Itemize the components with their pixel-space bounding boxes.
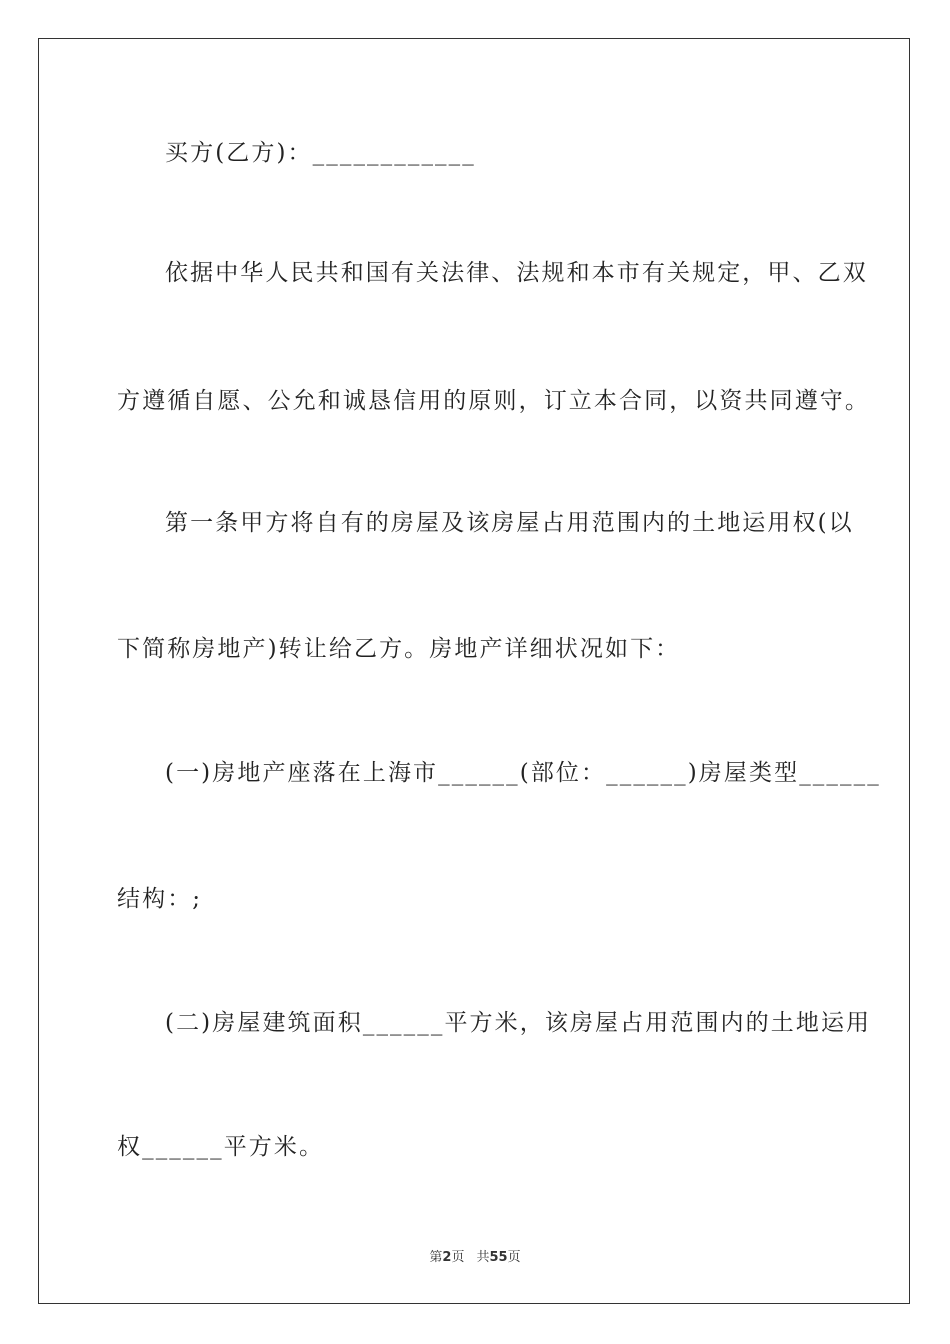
item-one-line-1: (一)房地产座落在上海市______(部位：______)房屋类型______ <box>165 760 881 786</box>
item-one-line-2: 结构：; <box>117 886 203 912</box>
item-two-line-2: 权______平方米。 <box>117 1134 325 1160</box>
page-border <box>38 38 910 1304</box>
total-suffix: 页 <box>507 1250 521 1265</box>
buyer-line: 买方(乙方)：____________ <box>165 140 476 166</box>
page-prefix: 第 <box>429 1250 443 1265</box>
paragraph-intro-line-2: 方遵循自愿、公允和诚恳信用的原则，订立本合同，以资共同遵守。 <box>117 388 870 414</box>
page-suffix: 页 <box>451 1250 465 1265</box>
item-two-line-1: (二)房屋建筑面积______平方米，该房屋占用范围内的土地运用 <box>165 1010 872 1036</box>
total-prefix: 共 <box>476 1250 490 1265</box>
paragraph-intro-line-1: 依据中华人民共和国有关法律、法规和本市有关规定，甲、乙双 <box>165 260 868 286</box>
article-one-line-2: 下简称房地产)转让给乙方。房地产详细状况如下： <box>117 636 681 662</box>
total-pages: 55 <box>489 1250 508 1265</box>
page-number: 2 <box>442 1250 452 1265</box>
page-footer <box>0 1246 950 1265</box>
article-one-line-1: 第一条甲方将自有的房屋及该房屋占用范围内的土地运用权(以 <box>165 510 854 536</box>
